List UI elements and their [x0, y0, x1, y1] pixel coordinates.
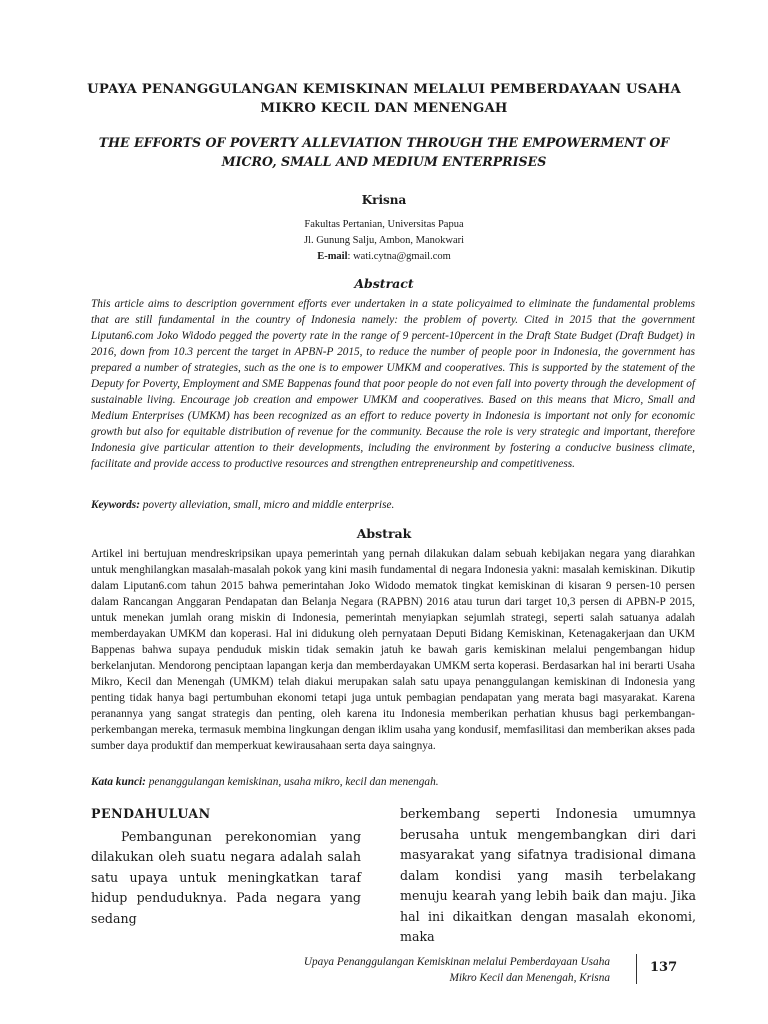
email-label: E-mail — [317, 251, 348, 262]
email-value: : wati.cytna@gmail.com — [347, 251, 451, 262]
title-indonesian: UPAYA PENANGGULANGAN KEMISKINAN MELALUI PEMBERDAYAAN USAHA MIKRO KECIL DAN MENENGAH — [87, 82, 681, 116]
intro-paragraph-left: Pembangunan perekonomian yang dilakukan oleh suatu negara adalah salah satu upaya untuk meningkatkan taraf hidup penduduknya. Pada negara yang sedang — [91, 828, 361, 926]
intro-left-column — [91, 804, 361, 929]
intro-heading: PENDAHULUAN — [91, 806, 211, 821]
affiliation-email — [0, 249, 768, 265]
footer-line-2: Mikro Kecil dan Menengah, Krisna — [449, 972, 610, 984]
keywords-text: poverty alleviation, small, micro and middle enterprise. — [139, 499, 395, 511]
intro-paragraph-right: berkembang seperti Indonesia umumnya berusaha untuk mengembangkan diri dari masyarakat yang sifatnya tradisional dimana dalam kondisi yang masih terbelakang menuju kearah yang lebih baik dan maju. Jika hal ini dikaitkan dengan masalah ekonomi, maka — [400, 806, 696, 944]
running-footer — [220, 954, 610, 986]
author-affiliation — [0, 217, 768, 265]
footer-line-1: Upaya Penanggulangan Kemiskinan melalui Pemberdayaan Usaha — [303, 956, 610, 968]
title-english: THE EFFORTS OF POVERTY ALLEVIATION THROUGH THE EMPOWERMENT OF MICRO, SMALL AND MEDIUM ENTERPRISES — [98, 135, 670, 169]
keywords — [91, 497, 695, 513]
kata-kunci-text: penanggulangan kemiskinan, usaha mikro, kecil dan menengah. — [145, 776, 439, 788]
intro-right-column — [400, 804, 696, 948]
kata-kunci — [91, 774, 695, 790]
author-name: Krisna — [361, 193, 407, 207]
keywords-label: Keywords: — [91, 499, 140, 511]
abstract-heading: Abstract — [354, 276, 414, 291]
abstract-body: This article aims to description government efforts ever undertaken in a state policyaimed to eliminate the fundamental problems that are still fundamental in the country of Indonesia namely: the problem of poverty. Cited in 2015 that the government Liputan6.com Joko Widodo pegged the poverty rate in the range of 9 percent-10percent in the Draft State Budget (Draft Budget) in 2016, down from 10.3 percent the target in APBN-P 2015, to reduce the number of people poor in Indonesia, the government has prepared a number of strategies, such as the one is to empower UMKM and cooperatives. This is supported by the statement of the Deputy for Poverty, Employment and SME Bappenas found that poor people do not even fall into poverty through the development of sustainable living. Encourage job creation and empower UMKM and cooperatives. Based on this means that Micro, Small and Medium Enterprises (UMKM) has been recognized as an effort to reduce poverty in Indonesia is important not only for economic growth but also for equitable distribution of revenue for the community. Because the role is very strategic and important, therefore Indonesia give particular attention to their developments, including the environment by fostering a conducive business climate, facilitate and provide access to productive resources and strengthen entrepreneurship and competitiveness. — [91, 298, 695, 470]
kata-kunci-label: Kata kunci: — [91, 776, 146, 788]
page-number: 137 — [650, 960, 678, 975]
affiliation-line-2: Jl. Gunung Salju, Ambon, Manokwari — [303, 235, 465, 246]
abstrak-body: Artikel ini bertujuan mendreskripsikan upaya pemerintah yang pernah dilakukan dalam sebuah kebijakan negara yang diarahkan untuk menghilangkan masalah-masalah pokok yang kini masih fundamental di negara Indonesia yakni: masalah kemiskinan. Dikutip dalam Liputan6.com tahun 2015 bahwa pemerintahan Joko Widodo mematok tingkat kemiskinan di kisaran 9 persen-10 persen dalam Rancangan Anggaran Pendapatan dan Belanja Negara (RAPBN) 2016 atau turun dari target 10,3 persen di APBN-P 2015, untuk menekan jumlah orang miskin di Indonesia, pemerintah menyiapkan sejumlah strategi, seperti salah satuanya adalah memberdayakan UMKM dan koperasi. Hal ini didukung oleh pernyataan Deputi Bidang Kemiskinan, Ketenagakerjaan dan UKM Bappenas bahwa supaya penduduk miskin tidak semakin jatuh ke bawah garis kemiskinan melalui pengembangan hidup berkelanjutan. Mendorong penciptaan lapangan kerja dan memberdayakan UMKM serta koperasi. Berdasarkan hal ini berarti Usaha Mikro, Kecil dan Menengah (UMKM) telah diakui merupakan salah satu upaya penanggulangan kemiskinan di Indonesia yang penting tidak hanya bagi pertumbuhan ekonomi tetapi juga untuk pembagian pendapatan yang merata bagi masyarakat. Karena peranannya yang sangat strategis dan penting, oleh karena itu Indonesia memberikan perhatian khusus bagi perkembangan-perkembangan mereka, termasuk membina lingkungan dengan iklim usaha yang kondusif, memfasilitasi dan memberikan akses pada sumber daya produktif dan memperkuat kewirausahaan serta daya saingnya. — [91, 548, 695, 752]
footer-divider — [636, 954, 637, 984]
abstrak-heading: Abstrak — [356, 526, 412, 541]
affiliation-line-1: Fakultas Pertanian, Universitas Papua — [304, 219, 464, 230]
